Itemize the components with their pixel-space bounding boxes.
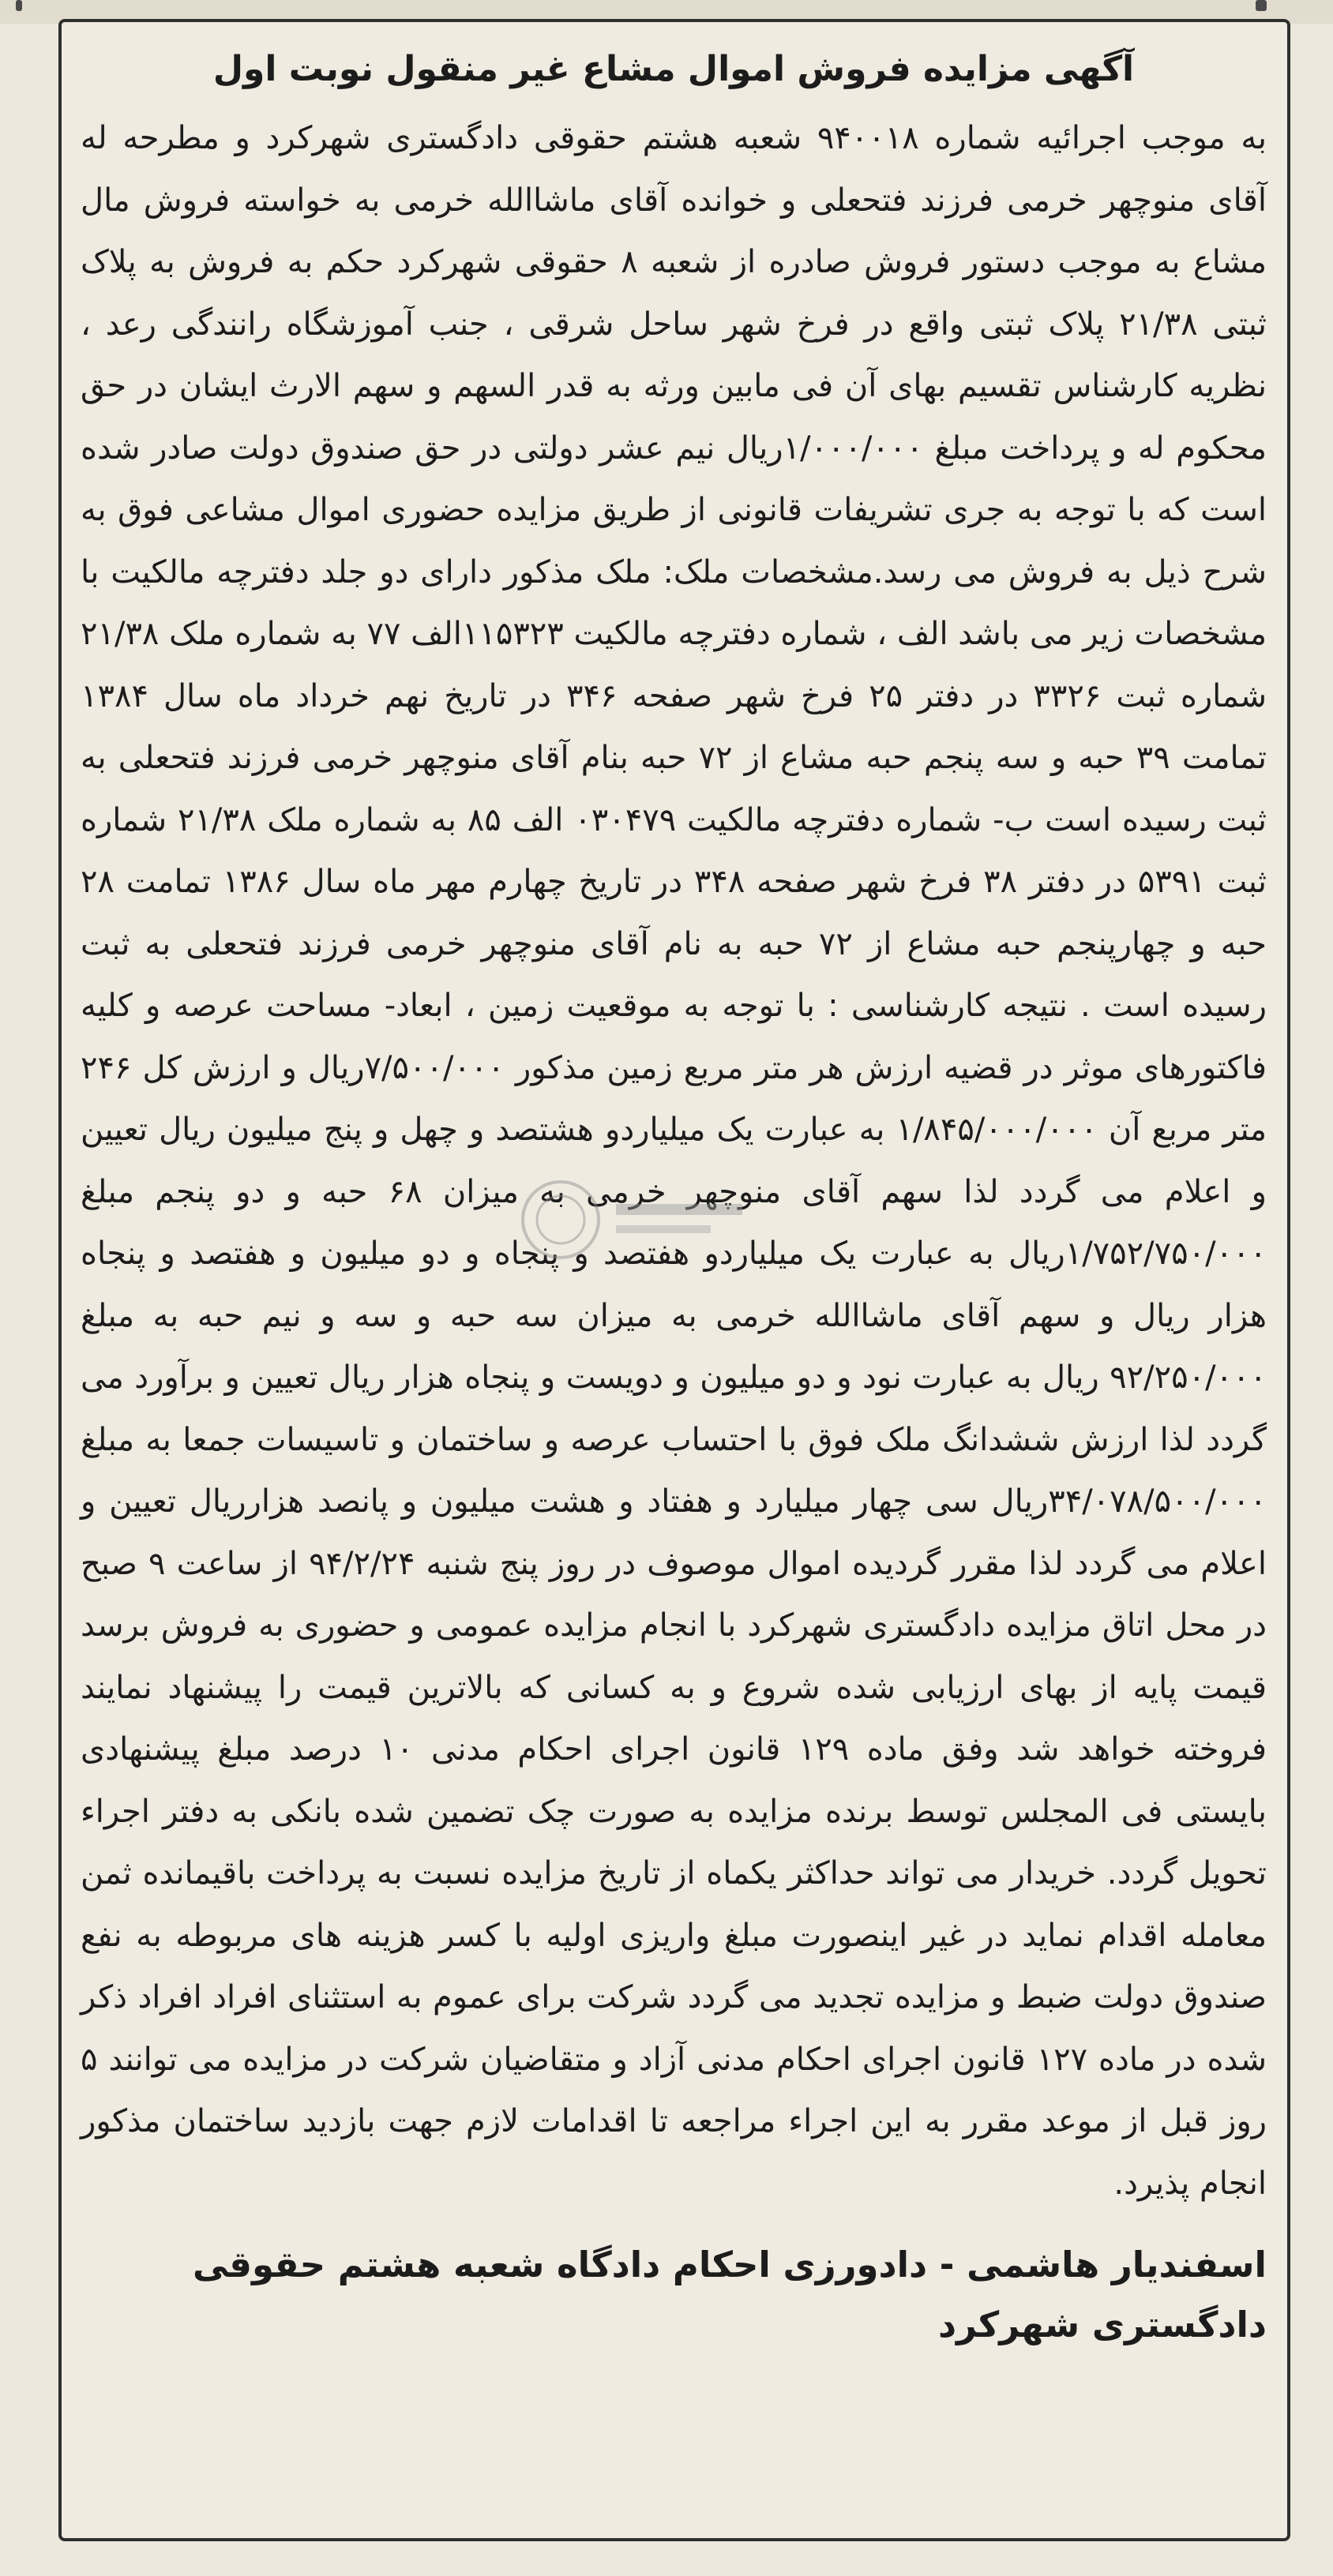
- cropped-glyph: [16, 0, 22, 11]
- watermark-logo: [505, 1161, 766, 1279]
- notice-title: آگهی مزایده فروش اموال مشاع غیر منقول نوبت اول: [212, 49, 1135, 89]
- cropped-glyph: [1256, 0, 1267, 11]
- notice-body: به موجب اجرائیه شماره ۹۴۰۰۱۸ شعبه هشتم حقوقی دادگستری شهرکرد و مطرحه له آقای منوچهر خرمی فرزند فتحعلی و خوانده آقای ماشاالله خرمی به خواسته فروش مال مشاع به موجب دستور فروش صادره از شعبه ۸ حقوقی شهرکرد حکم به فروش به پلاک ثبتی ۲۱/۳۸ پلاک ثبتی واقع در فرخ شهر ساحل شرقی ، جنب آموزشگاه رانندگی رعد ، نظریه کارشناس تقسیم بهای آن فی مابین ورثه به قدر السهم و سهم الارث ایشان در حق محکوم له و پرداخت مبلغ ۱/۰۰۰/۰۰۰ریال نیم عشر دولتی در حق صندوق دولت صادر شده است که با توجه به جری تشریفات قانونی از طریق مزایده حضوری اموال مشاعی فوق به شرح ذیل به فروش می رسد.مشخصات ملک: ملک مذکور دارای دو جلد دفترچه مالکیت با مشخصات زیر می باشد الف ، شماره دفترچه مالکیت ۱۱۵۳۲۳الف ۷۷ به شماره ملک ۲۱/۳۸ شماره ثبت ۳۳۲۶ در دفتر ۲۵ فرخ شهر صفحه ۳۴۶ در تاریخ نهم خرداد ماه سال ۱۳۸۴ تمامت ۳۹ حبه و سه پنجم حبه مشاع از ۷۲ حبه بنام آقای منوچهر خرمی فرزند فتحعلی به ثبت رسیده است ب- شماره دفترچه مالکیت ۰۳۰۴۷۹ الف ۸۵ به شماره ملک ۲۱/۳۸ شماره ثبت ۵۳۹۱ در دفتر ۳۸ فرخ شهر صفحه ۳۴۸ در تاریخ چهارم مهر ماه سال ۱۳۸۶ تمامت ۲۸ حبه و چهارپنجم حبه مشاع از ۷۲ حبه به نام آقای منوچهر خرمی فرزند فتحعلی به ثبت رسیده است . نتیجه کارشناسی : با توجه به موقعیت زمین ، ابعاد- مساحت عرصه و کلیه فاکتورهای موثر در قضیه ارزش هر متر مربع زمین مذکور ۷/۵۰۰/۰۰۰ریال و ارزش کل ۲۴۶ متر مربع آن ۱/۸۴۵/۰۰۰/۰۰۰ به عبارت یک میلیاردو هشتصد و چهل و پنج میلیون ریال تعیین و اعلام می گردد لذا سهم آقای منوچهر خرمی به میزان ۶۸ حبه و دو پنجم مبلغ ۱/۷۵۲/۷۵۰/۰۰۰ریال به عبارت یک میلیاردو هفتصد و پنجاه و دو میلیون و هفتصد و پنجاه هزار ریال و سهم آقای ماشاالله خرمی به میزان سه حبه و سه و نیم حبه به مبلغ ۹۲/۲۵۰/۰۰۰ ریال به عبارت نود و دو میلیون و دویست و پنجاه هزار ریال تعیین و برآورد می گردد لذا ارزش ششدانگ ملک فوق با احتساب عرصه و ساختمان و تاسیسات جمعا به مبلغ ۳۴/۰۷۸/۵۰۰/۰۰۰ریال سی چهار میلیارد و هفتاد و هشت میلیون و پانصد هزارریال تعیین و اعلام می گردد لذا مقرر گردیده اموال موصوف در روز پنج شنبه ۹۴/۲/۲۴ از ساعت ۹ صبح در محل اتاق مزایده دادگستری شهرکرد با انجام مزایده عمومی و حضوری به فروش برسد قیمت پایه از بهای ارزیابی شده شروع و به کسانی که بالاترین قیمت را پیشنهاد نمایند فروخته خواهد شد وفق ماده ۱۲۹ قانون اجرای احکام مدنی ۱۰ درصد مبلغ پیشنهادی بایستی فی المجلس توسط برنده مزایده به صورت چک تضمین شده بانکی به دفتر اجراء تحویل گردد. خریدار می تواند حداکثر یکماه از تاریخ مزایده نسبت به پرداخت باقیمانده ثمن معامله اقدام نماید در غیر اینصورت مبلغ واریزی اولیه با کسر هزینه های مربوطه به نفع صندوق دولت ضبط و مزایده تجدید می گردد شرکت برای عموم به استثنای افراد افراد ذکر شده در ماده ۱۲۷ قانون اجرای احکام مدنی آزاد و متقاضیان شرکت در مزایده می توانند ۵ روز قبل از موعد مقرر به این اجراء مراجعه تا اقدامات لازم جهت بازدید ساختمان مذکور انجام پذیرد.: [81, 120, 1267, 2202]
- notice-signature: اسفندیار هاشمی - دادورزی احکام دادگاه شعبه هشتم حقوقی دادگستری شهرکرد: [193, 2244, 1267, 2345]
- auction-notice-box: [58, 19, 1290, 2541]
